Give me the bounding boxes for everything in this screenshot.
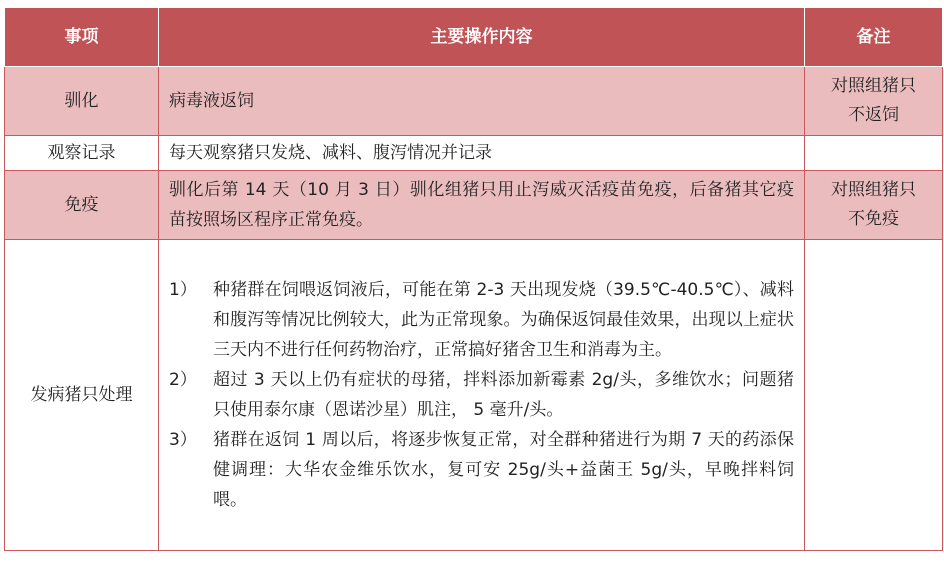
immune-note-line1: 对照组猪只 bbox=[831, 180, 916, 200]
treat-steps-list bbox=[169, 271, 794, 519]
treat-item-cell bbox=[5, 240, 159, 551]
immune-note-cell bbox=[805, 171, 943, 240]
treat-step-2 bbox=[169, 365, 794, 425]
immune-item-label: 免疫 bbox=[64, 194, 99, 215]
table-row-treat bbox=[5, 240, 943, 551]
treat-note-cell bbox=[805, 240, 943, 551]
treat-step-2-number: 2） bbox=[169, 370, 197, 390]
observe-content-text: 每天观察猪只发烧、减料、腹泻情况并记录 bbox=[169, 142, 492, 163]
taming-note-line1: 对照组猪只 bbox=[831, 76, 916, 96]
observe-item-label: 观察记录 bbox=[47, 142, 116, 163]
taming-note-line2: 不返饲 bbox=[848, 105, 899, 125]
treat-step-1 bbox=[169, 275, 794, 365]
table-header bbox=[5, 8, 943, 67]
taming-item-cell bbox=[5, 67, 159, 136]
observe-item-cell bbox=[5, 136, 159, 171]
immune-item-cell bbox=[5, 171, 159, 240]
operation-table bbox=[4, 8, 943, 551]
treat-step-2-text: 超过 3 天以上仍有症状的母猪，拌料添加新霉素 2g/头，多维饮水；问题猪只使用泰尔康（恩诺沙星）肌注， 5 毫升/头。 bbox=[213, 370, 794, 420]
treat-step-1-text: 种猪群在饲喂返饲液后，可能在第 2-3 天出现发烧（39.5℃-40.5℃）、减料和腹泻等情况比例较大，此为正常现象。为确保返饲最佳效果，出现以上症状三天内不进行任何药物治疗，正常搞好猪舍卫生和消毒为主。 bbox=[213, 280, 794, 360]
taming-note-cell bbox=[805, 67, 943, 136]
treat-step-3-text: 猪群在返饲 1 周以后，将逐步恢复正常，对全群种猪进行为期 7 天的药添保健调理：大华农金维乐饮水，复可安 25g/头+益菌王 5g/头，早晚拌料饲喂。 bbox=[213, 430, 794, 510]
header-row bbox=[5, 8, 943, 67]
taming-item-label: 驯化 bbox=[64, 90, 99, 111]
observe-note-cell bbox=[805, 136, 943, 171]
observe-content-cell bbox=[159, 136, 805, 171]
immune-content-cell bbox=[159, 171, 805, 240]
table-row-observe bbox=[5, 136, 943, 171]
treat-item-label: 发病猪只处理 bbox=[30, 384, 133, 405]
taming-content-cell bbox=[159, 67, 805, 136]
header-content: 主要操作内容 bbox=[159, 8, 805, 67]
treat-step-3-number: 3） bbox=[169, 430, 197, 450]
treat-content-cell bbox=[159, 240, 805, 551]
taming-content-text: 病毒液返饲 bbox=[169, 90, 254, 111]
table-body bbox=[5, 67, 943, 551]
header-note: 备注 bbox=[805, 8, 943, 67]
treat-step-3 bbox=[169, 425, 794, 515]
treat-step-1-number: 1） bbox=[169, 280, 197, 300]
immune-content-text: 驯化后第 14 天（10 月 3 日）驯化组猪只用止泻威灭活疫苗免疫，后备猪其它疫苗按照场区程序正常免疫。 bbox=[169, 180, 794, 230]
table-row-taming bbox=[5, 67, 943, 136]
table-row-immune bbox=[5, 171, 943, 240]
header-item: 事项 bbox=[5, 8, 159, 67]
immune-note-line2: 不免疫 bbox=[848, 209, 899, 229]
